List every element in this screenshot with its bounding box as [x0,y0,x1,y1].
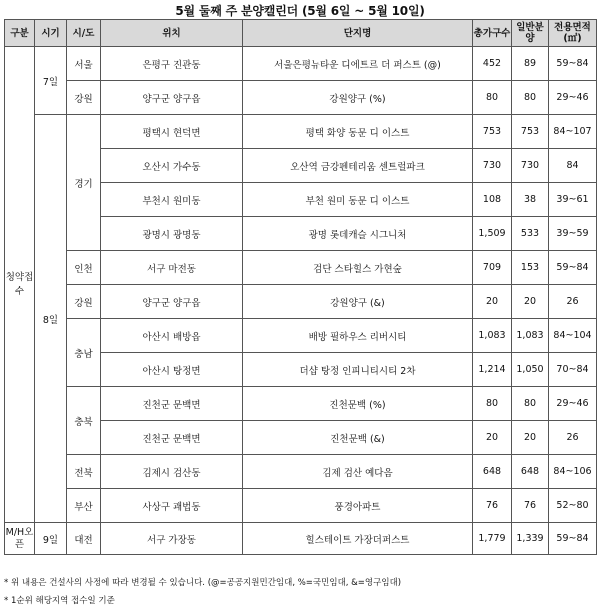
cell-location: 오산시 가수동 [101,149,243,183]
cell-general: 753 [512,115,549,149]
cell-area: 84~104 [549,319,597,353]
region-chungbuk: 충북 [67,387,101,455]
region-busan: 부산 [67,489,101,523]
cell-general: 1,083 [512,319,549,353]
cell-total: 76 [473,489,512,523]
cell-complex: 강원양구 (&) [243,285,473,319]
table-row [5,319,597,353]
header-complex: 단지명 [243,20,473,47]
cell-area: 59~84 [549,251,597,285]
table-row [5,47,597,81]
header-general-sale: 일반분양 [512,20,549,47]
region-incheon: 인천 [67,251,101,285]
cell-general: 20 [512,285,549,319]
region-seoul: 서울 [67,47,101,81]
cell-complex: 광명 롯데캐슬 시그니처 [243,217,473,251]
header-total-households: 총가구수 [473,20,512,47]
cell-area: 70~84 [549,353,597,387]
cell-general: 80 [512,387,549,421]
cell-location: 아산시 탕정면 [101,353,243,387]
cell-complex: 더샵 탕정 인피니티시티 2차 [243,353,473,387]
cell-general: 1,339 [512,523,549,555]
header-period: 시기 [35,20,67,47]
region-chungnam: 충남 [67,319,101,387]
cell-general: 153 [512,251,549,285]
cell-general: 533 [512,217,549,251]
region-gangwon: 강원 [67,285,101,319]
table-header-row [5,20,597,47]
table-row [5,489,597,523]
cell-area: 29~46 [549,387,597,421]
cell-area: 29~46 [549,81,597,115]
cell-total: 709 [473,251,512,285]
header-category: 구분 [5,20,35,47]
cell-location: 진천군 문백면 [101,387,243,421]
region-gyeonggi: 경기 [67,115,101,251]
cell-area: 52~80 [549,489,597,523]
cell-total: 20 [473,421,512,455]
cell-total: 648 [473,455,512,489]
page-title: 5월 둘째 주 분양캘린더 (5월 6일 ~ 5월 10일) [175,4,425,18]
cell-area: 84~107 [549,115,597,149]
cell-area: 59~84 [549,47,597,81]
cell-area: 59~84 [549,523,597,555]
cell-complex: 김제 검산 예다음 [243,455,473,489]
cell-complex: 오산역 금강펜테리움 센트럴파크 [243,149,473,183]
cell-complex: 진천문백 (%) [243,387,473,421]
cell-area: 84 [549,149,597,183]
cell-general: 38 [512,183,549,217]
cell-area: 26 [549,285,597,319]
cell-general: 76 [512,489,549,523]
cell-complex: 서울은평뉴타운 디에트르 더 퍼스트 (@) [243,47,473,81]
cell-location: 양구군 양구읍 [101,81,243,115]
cell-total: 80 [473,387,512,421]
cell-location: 은평구 진관동 [101,47,243,81]
cell-general: 730 [512,149,549,183]
cell-total: 452 [473,47,512,81]
period-7: 7일 [35,47,67,115]
footnote-changes: * 위 내용은 건설사의 사정에 따라 변경될 수 있습니다. (@=공공지원민간임대, %=국민임대, &=영구임대) [4,578,402,588]
cell-total: 1,214 [473,353,512,387]
table-row [5,251,597,285]
cell-location: 사상구 괘법동 [101,489,243,523]
cell-general: 80 [512,81,549,115]
header-region: 시/도 [67,20,101,47]
cell-location: 김제시 검산동 [101,455,243,489]
cell-area: 26 [549,421,597,455]
cell-total: 20 [473,285,512,319]
region-daejeon: 대전 [67,523,101,555]
region-jeonbuk: 전북 [67,455,101,489]
cell-location: 진천군 문백면 [101,421,243,455]
table-row [5,523,597,555]
cell-complex: 부천 원미 동문 디 이스트 [243,183,473,217]
cell-general: 89 [512,47,549,81]
cell-complex: 검단 스타힐스 가현숲 [243,251,473,285]
cell-total: 1,509 [473,217,512,251]
cell-total: 1,083 [473,319,512,353]
table-row [5,81,597,115]
table-row [5,455,597,489]
header-location: 위치 [101,20,243,47]
cell-complex: 진천문백 (&) [243,421,473,455]
cell-area: 39~59 [549,217,597,251]
cell-location: 서구 가장동 [101,523,243,555]
table-row [5,285,597,319]
footnote-first-priority: * 1순위 해당지역 접수일 기준 [4,596,115,606]
cell-general: 1,050 [512,353,549,387]
cell-location: 서구 마전동 [101,251,243,285]
cell-complex: 풍경아파트 [243,489,473,523]
cell-location: 부천시 원미동 [101,183,243,217]
cell-complex: 배방 필하우스 리버시티 [243,319,473,353]
cell-location: 양구군 양구읍 [101,285,243,319]
cell-area: 84~106 [549,455,597,489]
cell-complex: 강원양구 (%) [243,81,473,115]
region-gangwon: 강원 [67,81,101,115]
table-row [5,387,597,421]
header-area: 전용면적(㎡) [549,20,597,47]
cell-total: 730 [473,149,512,183]
cell-complex: 평택 화양 동문 디 이스트 [243,115,473,149]
cell-total: 80 [473,81,512,115]
period-8: 8일 [35,115,67,523]
cell-complex: 힐스테이트 가장더퍼스트 [243,523,473,555]
group-mh-open: M/H오픈 [5,523,35,555]
cell-location: 아산시 배방읍 [101,319,243,353]
cell-location: 평택시 현덕면 [101,115,243,149]
period-9: 9일 [35,523,67,555]
cell-area: 39~61 [549,183,597,217]
table-row [5,115,597,149]
cell-general: 20 [512,421,549,455]
sales-calendar-table [4,19,597,555]
cell-total: 108 [473,183,512,217]
cell-total: 753 [473,115,512,149]
cell-general: 648 [512,455,549,489]
cell-total: 1,779 [473,523,512,555]
cell-location: 광명시 광명동 [101,217,243,251]
group-subscription: 청약접수 [5,47,35,523]
